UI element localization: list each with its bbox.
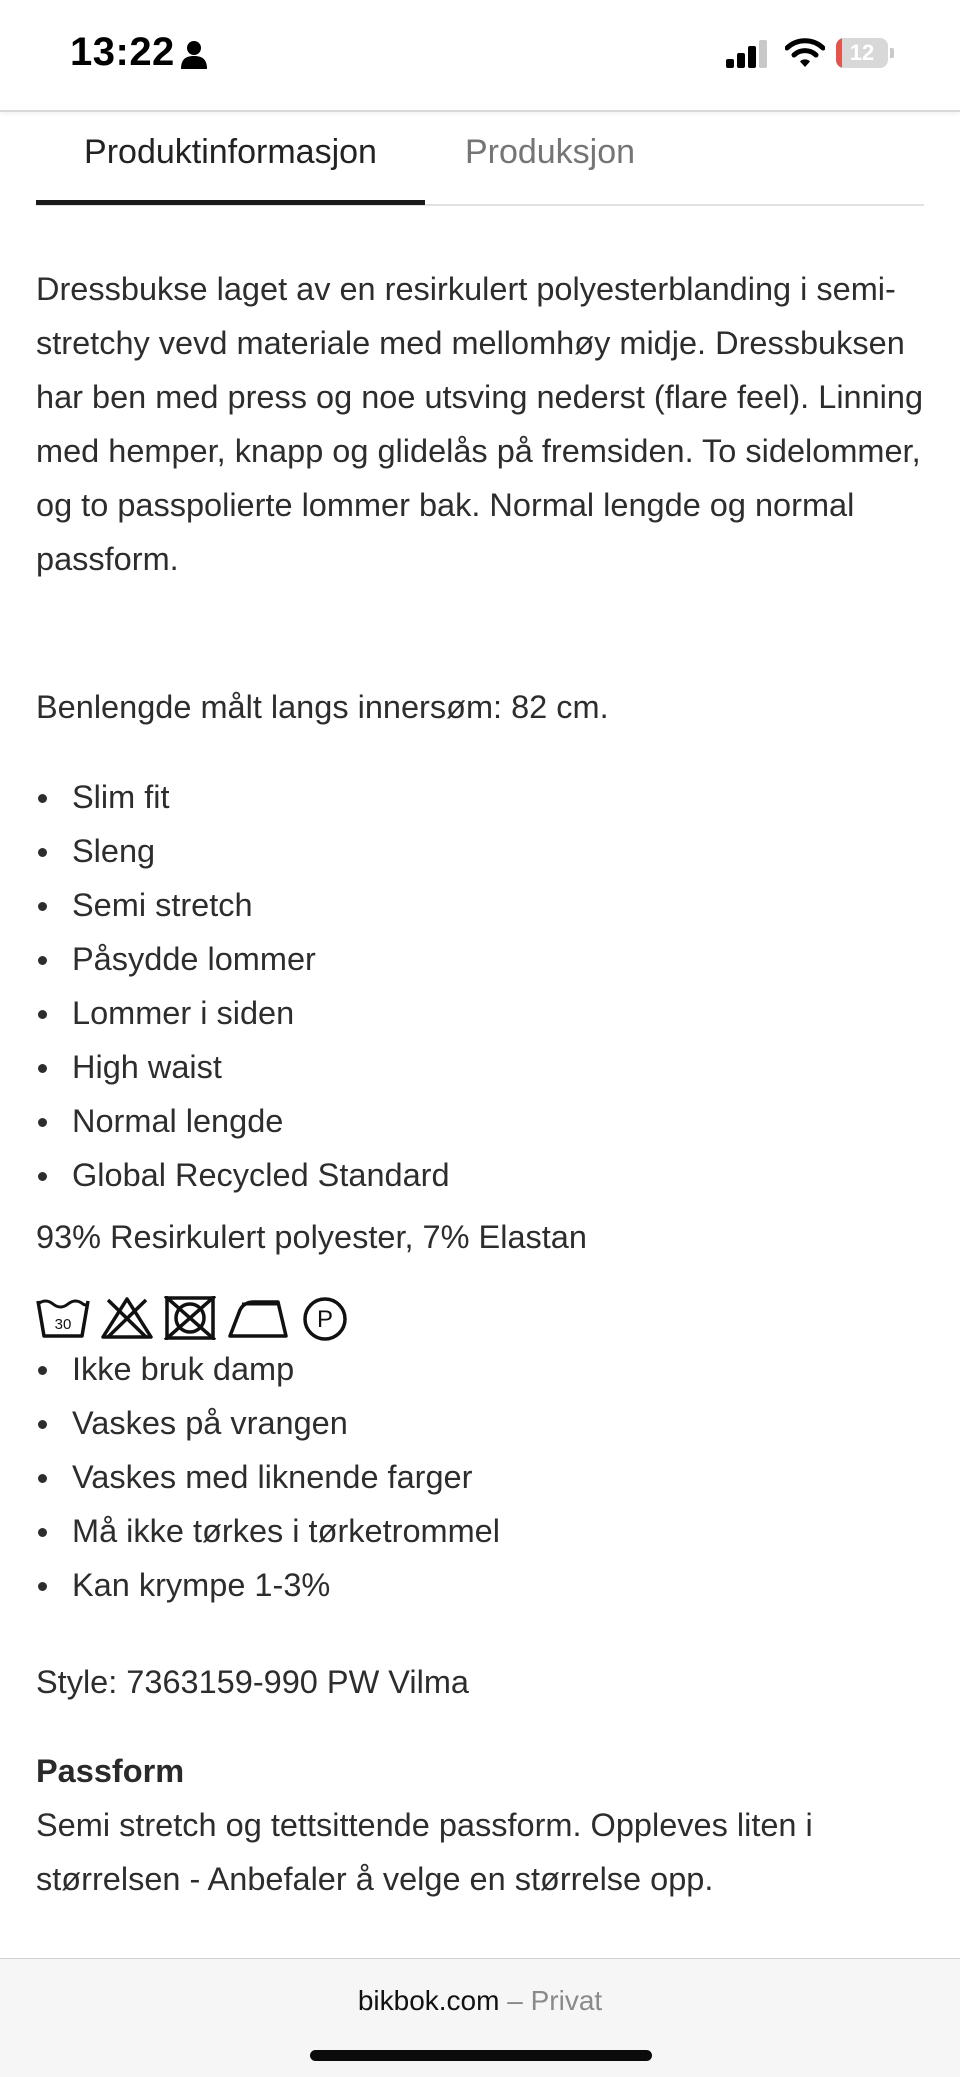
care-list (36, 1342, 500, 1612)
list-item: Slim fit (36, 770, 450, 824)
list-item: Lommer i siden (36, 986, 450, 1040)
status-bar (0, 0, 960, 110)
product-description: Dressbukse laget av en resirkulert polyesterblanding i semi-stretchy vevd materiale med mellomhøy midje. Dressbuksen har ben med press og noe utsving nederst (flare feel). Linning med hemper, knapp og glidelås på fremsiden. To sidelommer, og to passpolierte lommer bak. Normal lengde og normal passform. (36, 271, 924, 577)
product-tabs (36, 112, 924, 206)
person-icon (180, 40, 208, 70)
list-item: Påsydde lommer (36, 932, 450, 986)
active-tab-indicator (36, 200, 425, 205)
status-time: 13:22 (70, 30, 175, 74)
no-bleach-icon (100, 1296, 154, 1340)
address-separator: – (499, 1985, 531, 2016)
fit-description: Semi stretch og tettsittende passform. Oppleves liten i størrelsen - Anbefaler å velge en størrelse opp. (36, 1807, 813, 1897)
list-item: Vaskes på vrangen (36, 1396, 500, 1450)
inseam-length: Benlengde målt langs innersøm: 82 cm. (36, 689, 609, 725)
list-item: Vaskes med liknende farger (36, 1450, 500, 1504)
feature-list (36, 770, 450, 1202)
style-number: Style: 7363159-990 PW Vilma (36, 1664, 469, 1700)
address-display[interactable] (0, 1985, 960, 2017)
iron-icon (228, 1296, 294, 1340)
list-item: Kan krympe 1-3% (36, 1558, 500, 1612)
tab-produksjon[interactable]: Produksjon (464, 133, 636, 171)
wash-temp-label: 30 (54, 1316, 72, 1333)
list-item: Ikke bruk damp (36, 1342, 500, 1396)
battery-level: 12 (849, 40, 875, 65)
list-item: Sleng (36, 824, 450, 878)
tab-produktinformasjon[interactable]: Produktinformasjon (84, 133, 377, 171)
no-tumble-dry-icon (162, 1296, 218, 1340)
material-composition: 93% Resirkulert polyester, 7% Elastan (36, 1219, 587, 1255)
wash-30-icon (36, 1296, 90, 1340)
dry-clean-p-icon (302, 1296, 348, 1342)
list-item: Global Recycled Standard (36, 1148, 450, 1202)
dry-clean-letter: P (316, 1306, 334, 1333)
list-item: Normal lengde (36, 1094, 450, 1148)
browser-address-bar[interactable] (0, 1959, 960, 2077)
list-item: Må ikke tørkes i tørketrommel (36, 1504, 500, 1558)
site-domain: bikbok.com (357, 1985, 500, 2016)
private-mode-label: Privat (530, 1985, 603, 2016)
signal-icon (726, 40, 770, 68)
wifi-icon (785, 38, 825, 68)
list-item: High waist (36, 1040, 450, 1094)
battery-icon (836, 38, 894, 68)
fit-heading: Passform (36, 1753, 185, 1789)
list-item: Semi stretch (36, 878, 450, 932)
home-indicator[interactable] (310, 2050, 652, 2061)
